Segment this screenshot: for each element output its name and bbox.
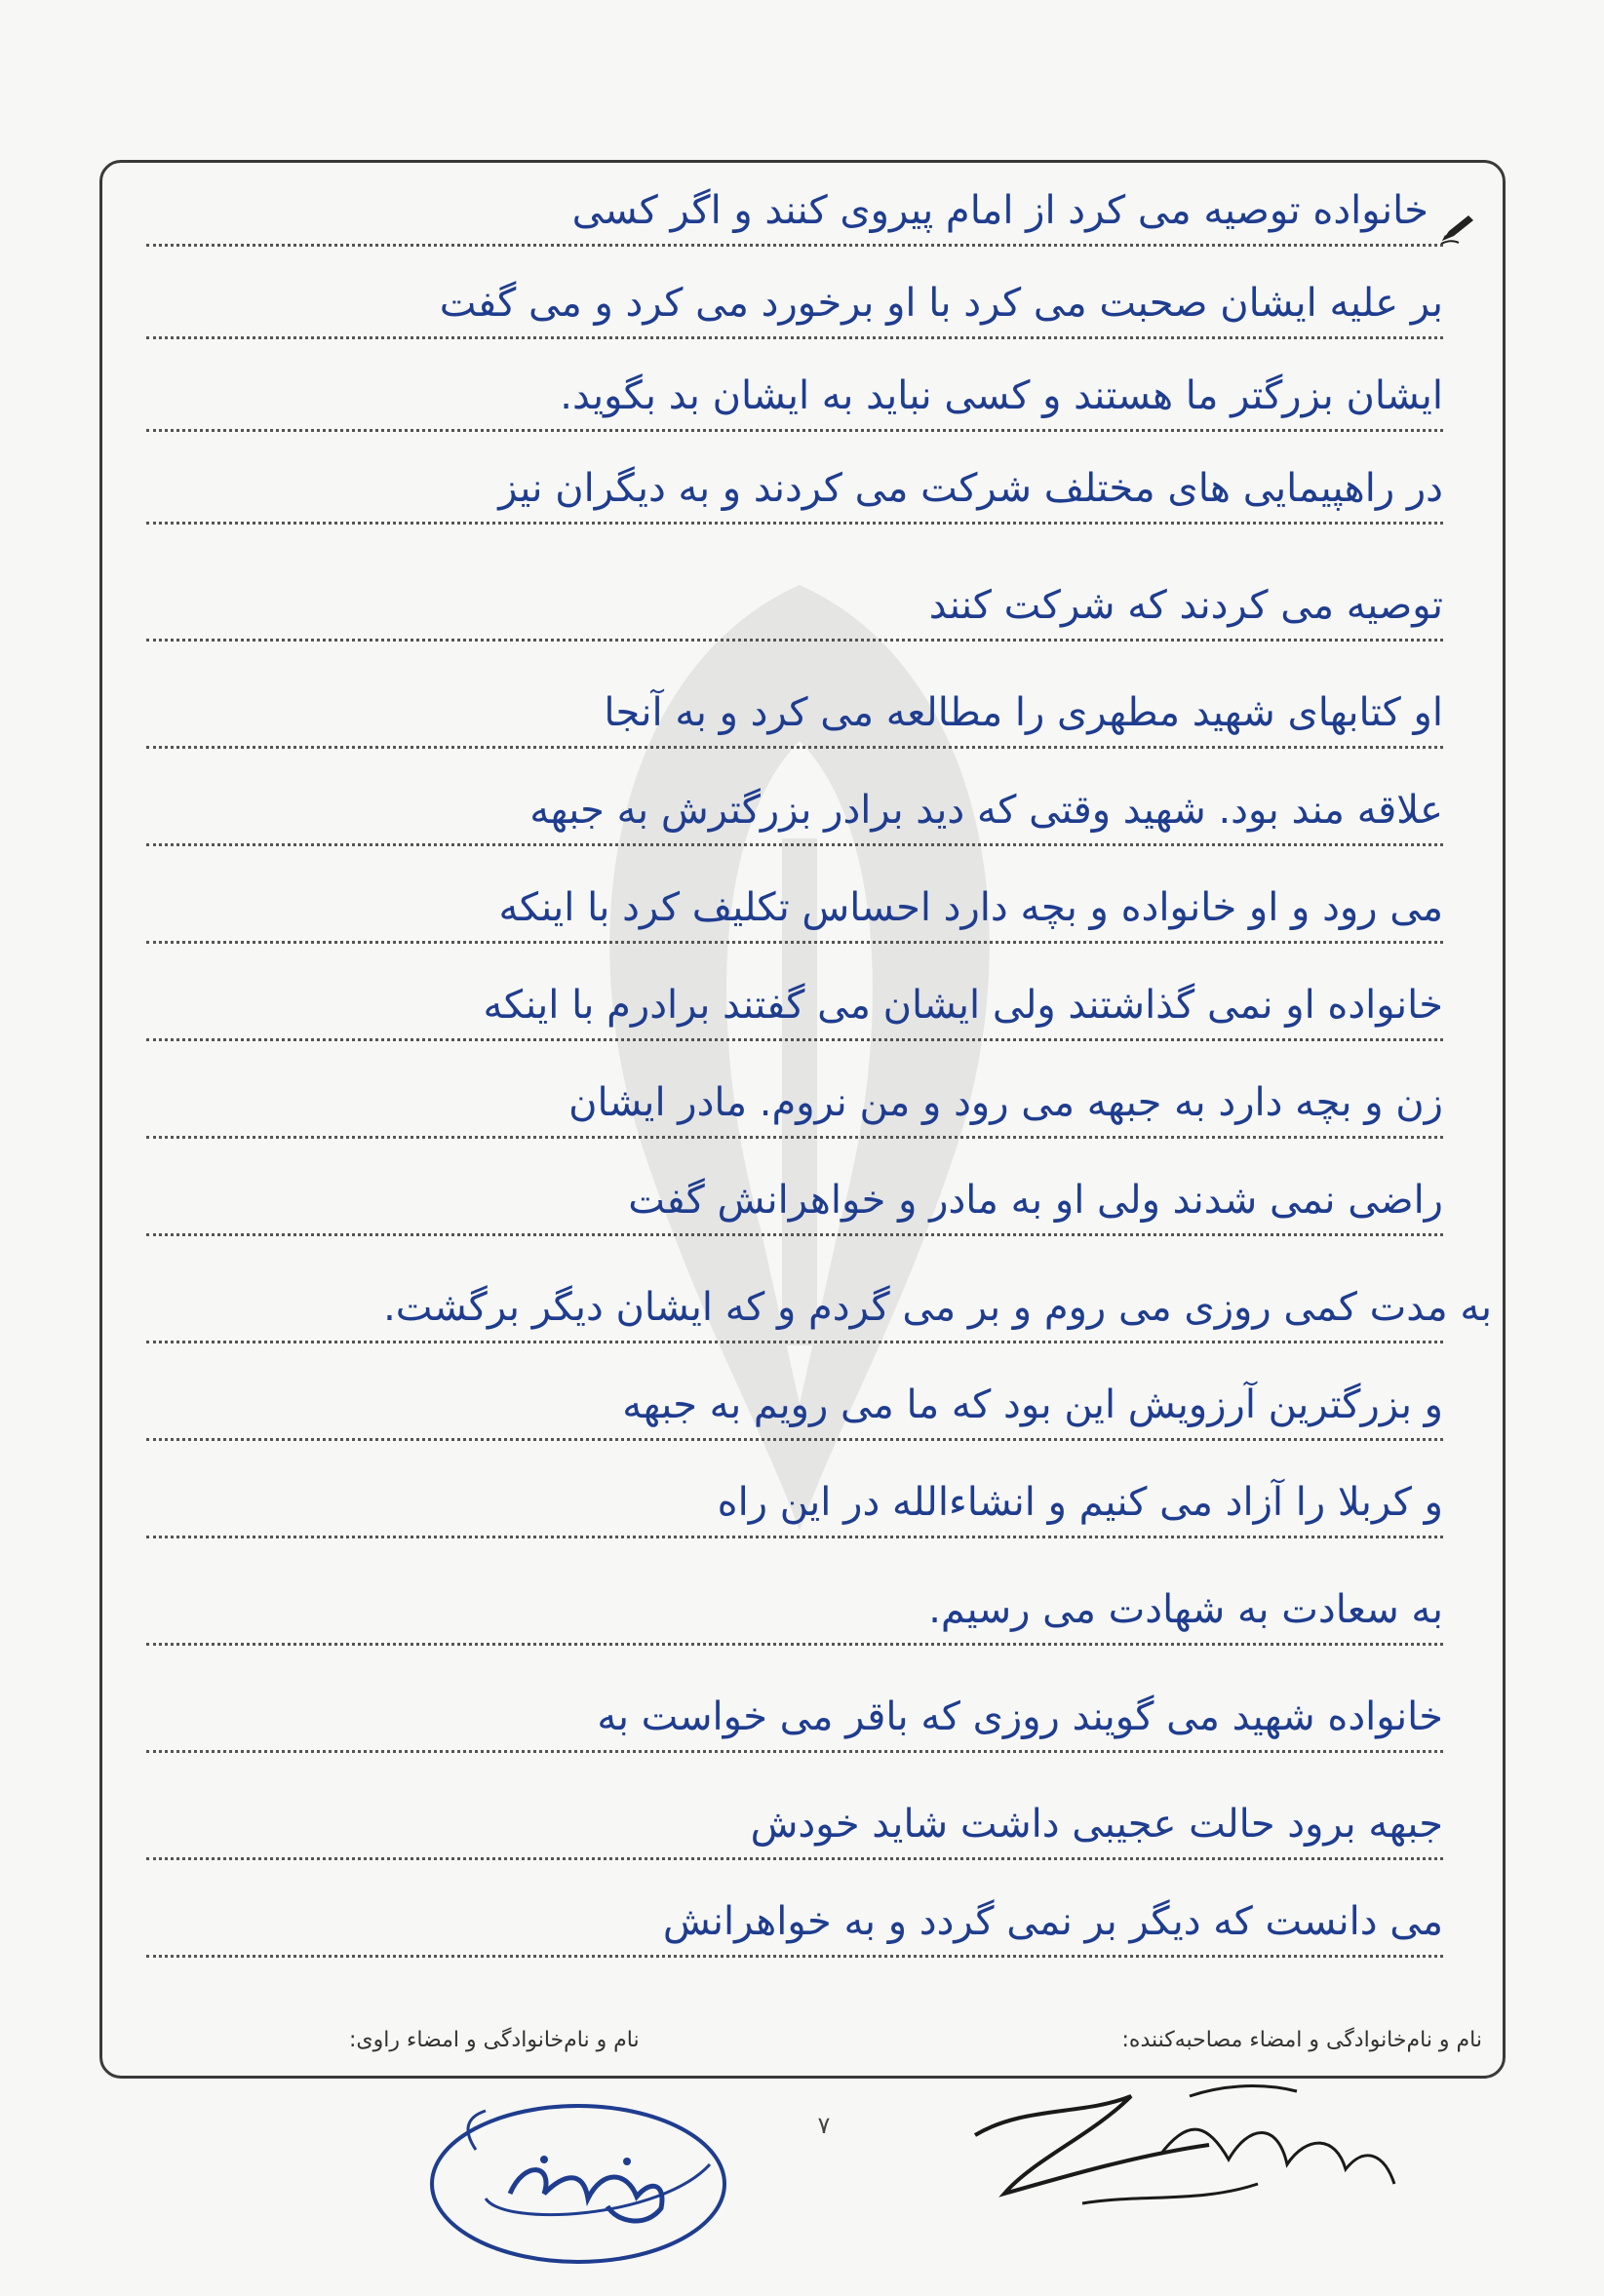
handwritten-line: به سعادت به شهادت می رسیم.	[928, 1587, 1443, 1632]
pen-writing-icon	[1439, 212, 1476, 245]
writing-line-4	[146, 448, 1482, 536]
handwritten-line: می رود و او خانواده و بچه دارد احساس تکلیف کرد با اینکه	[498, 885, 1443, 930]
writing-line-15	[146, 1570, 1482, 1657]
handwritten-line: می دانست که دیگر بر نمی گردد و به خواهرانش	[662, 1899, 1443, 1944]
writing-line-11	[146, 1160, 1482, 1248]
writing-line-13	[146, 1365, 1482, 1453]
writing-line-16	[146, 1677, 1482, 1765]
writing-line-1	[146, 171, 1482, 258]
writing-line-9	[146, 965, 1482, 1053]
handwritten-line: علاقه مند بود. شهید وقتی که دید برادر بزرگترش به جبهه	[529, 788, 1443, 833]
writing-line-18	[146, 1882, 1482, 1969]
writing-line-6	[146, 673, 1482, 760]
handwritten-line: در راهپیمایی های مختلف شرکت می کردند و به دیگران نیز	[498, 466, 1443, 511]
handwritten-line: خانواده توصیه می کرد از امام پیروی کنند و اگر کسی	[571, 188, 1428, 233]
handwritten-line: خانواده شهید می گویند روزی که باقر می خواست به	[597, 1694, 1443, 1739]
writing-line-2	[146, 263, 1482, 351]
writing-line-12	[146, 1267, 1492, 1355]
handwritten-line: راضی نمی شدند ولی او به مادر و خواهرانش گفت	[628, 1178, 1443, 1223]
writing-line-5	[146, 565, 1482, 653]
narrator-signature	[417, 2091, 739, 2272]
writing-line-10	[146, 1063, 1482, 1150]
writing-line-7	[146, 770, 1482, 858]
writing-line-8	[146, 868, 1482, 955]
handwritten-line: خانواده او نمی گذاشتند ولی ایشان می گفتند برادرم با اینکه	[483, 983, 1443, 1028]
interviewer-signature-label: نام و نام‌خانوادگی و امضاء مصاحبه‌کننده:	[1121, 2028, 1482, 2052]
handwritten-line: و بزرگترین آرزویش این بود که ما می رویم به جبهه	[622, 1382, 1443, 1427]
handwritten-line: زن و بچه دارد به جبهه می رود و من نروم. مادر ایشان	[568, 1080, 1443, 1125]
handwritten-line: بر علیه ایشان صحبت می کرد با او برخورد می کرد و می گفت	[439, 281, 1443, 326]
page-number: ۷	[817, 2112, 831, 2139]
writing-line-3	[146, 356, 1482, 444]
narrator-signature-label: نام و نام‌خانوادگی و امضاء راوی:	[349, 2028, 640, 2052]
handwritten-line: جبهه برود حالت عجیبی داشت شاید خودش	[750, 1802, 1443, 1847]
handwritten-line: ایشان بزرگتر ما هستند و کسی نباید به ایشان بد بگوید.	[560, 373, 1443, 418]
handwritten-line: به مدت کمی روزی می روم و بر می گردم و که ایشان دیگر برگشت.	[383, 1285, 1492, 1330]
interviewer-signature	[965, 2067, 1414, 2223]
writing-line-17	[146, 1784, 1482, 1872]
handwritten-line: و کربلا را آزاد می کنیم و انشاءالله در این راه	[717, 1480, 1443, 1525]
handwritten-line: او کتابهای شهید مطهری را مطالعه می کرد و به آنجا	[604, 690, 1443, 735]
writing-line-14	[146, 1462, 1482, 1550]
handwritten-line: توصیه می کردند که شرکت کنند	[928, 583, 1443, 628]
